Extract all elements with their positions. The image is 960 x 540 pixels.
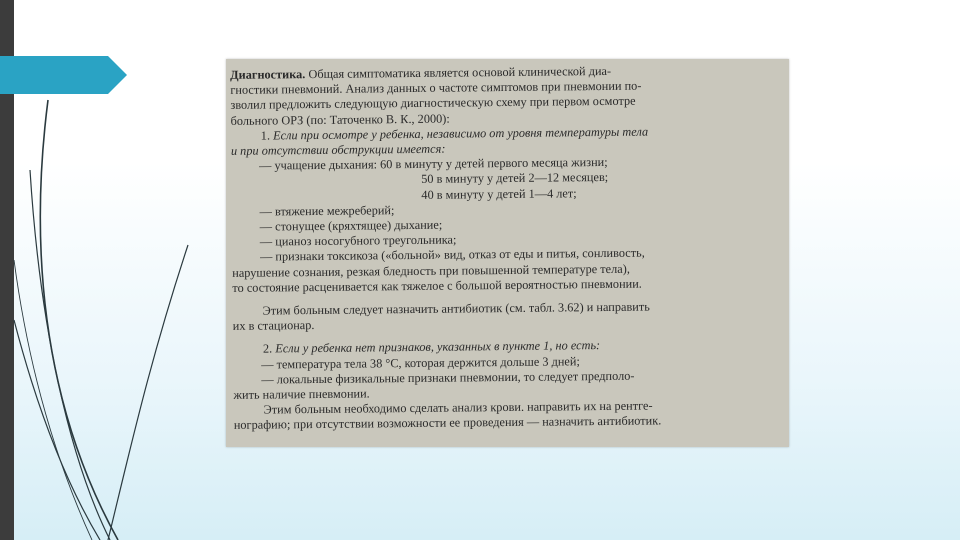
breathing-rate-line: — учащение дыхания: 60 в минуту у детей первого месяца жизни; — [259, 155, 608, 173]
recommendation-1-continuation: их в стационар. — [232, 318, 315, 334]
sign-item: — цианоз носогубного треугольника; — [259, 232, 457, 249]
item2-italic: Если у ребенка нет признаков, указанных в пункте 1, но есть: — [275, 338, 601, 356]
local-signs-line: — локальные физикальные признаки пневмонии, то следует предполо- — [261, 368, 635, 387]
item1-number: 1. — [260, 128, 271, 143]
local-signs-continuation: жить наличие пневмонии. — [233, 386, 370, 402]
breathing-rate-3: 40 в минуту у детей 1—4 лет; — [421, 185, 577, 202]
doc-intro: Общая симптоматика является основой клинической диа- — [305, 63, 612, 82]
decorative-swoosh-lines — [0, 0, 260, 540]
doc-line: зволил предложить следующую диагностическую схему при первом осмотре — [230, 94, 636, 113]
doc-line: гностики пневмоний. Анализ данных о частоте симптомов при пневмонии по- — [230, 78, 642, 98]
sign-item: — признаки токсикоза («больной» вид, отказ от еды и питья, сонливость, — [259, 246, 645, 265]
doc-heading: Диагностика. — [230, 67, 306, 82]
document-text — [226, 59, 789, 447]
sign-item: — стонущее (кряхтящее) дыхание; — [259, 217, 443, 234]
recommendation-1: Этим больным следует назначить антибиотик (см. табл. 3.62) и направить — [262, 299, 650, 318]
item2-number: 2. — [262, 341, 273, 357]
item1-italic-b: и при отсутствии обструкции имеется: — [230, 141, 446, 158]
recommendation-2: Этим больным необходимо сделать анализ крови. направить их на рентге- — [263, 398, 653, 417]
temperature-line: — температура тела 38 °С, которая держится дольше 3 дней; — [261, 353, 580, 372]
item1-italic-a: Если при осмотре у ребенка, независимо от уровня температуры тела — [272, 124, 649, 143]
sign-item-continuation: нарушение сознания, резкая бледность при повышенной температуре тела), — [232, 261, 630, 280]
sign-item: — втяжение межреберий; — [259, 203, 395, 219]
breathing-rate-2: 50 в минуту у детей 2—12 месяцев; — [421, 170, 609, 187]
recommendation-2-continuation: нографию; при отсутствии возможности ее проведения — назначить антибиотик. — [233, 413, 662, 433]
sign-item-continuation: то состояние расценивается как тяжелое с большой вероятностью пневмонии. — [232, 276, 642, 295]
doc-line: больного ОРЗ (по: Таточенко В. К., 2000): — [230, 111, 450, 128]
scanned-document-photo — [226, 59, 789, 447]
